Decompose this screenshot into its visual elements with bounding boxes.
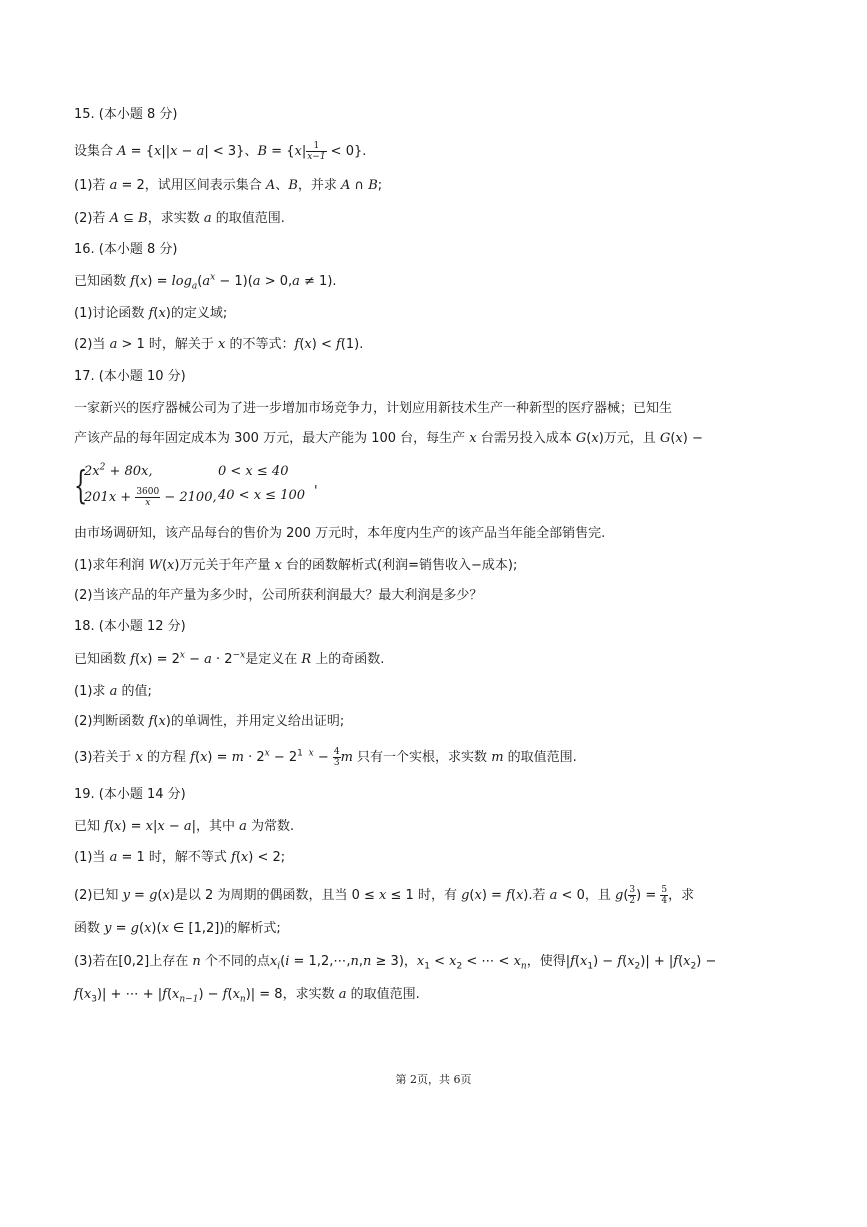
q19-part2: (2)已知 y = g(x)是以 2 为周期的偶函数，且当 0 ≤ x ≤ 1 时，有 g(x) = f(x).若 a < 0，且 g( $\frac{3}{2}$ ) = $\frac{5}{4}$ ，求 bbox=[74, 885, 695, 906]
q19-header: 19. (本小题 14 分) bbox=[74, 787, 186, 802]
q18-part2: (2)判断函数 f(x)的单调性，并用定义给出证明; bbox=[74, 714, 345, 729]
q17-line2: 产该产品的每年固定成本为 300 万元，最大产能为 100 台，每生产 x 台需另投入成本 G(x)万元，且 G(x) − bbox=[74, 431, 703, 446]
q19-part3-cont: $f(x_3)|$ + ⋯ + $|f(x_{n-1}) - f(x_n)| = 8$，求实数 a 的取值范围. bbox=[74, 987, 420, 1005]
q17-part2: (2)当该产品的年产量为多少时，公司所获利润最大？最大利润是多少？ bbox=[74, 588, 483, 603]
q19-part2-cont: 函数 y = g(x)(x ∈ [1,2])的解析式; bbox=[74, 921, 281, 936]
q17-line1: 一家新兴的医疗器械公司为了进一步增加市场竞争力，计划应用新技术生产一种新型的医疗器械；已知生 bbox=[74, 401, 673, 416]
q15-stem: 设集合 A = {x||x − a| < 3}、B = {x| $\frac{1}{x-1}$ < 0}. bbox=[74, 141, 367, 162]
q17-case1: $2x^2 + 80x$, 0 < x ≤ 40 bbox=[84, 462, 289, 479]
q15-part2: (2)若 A ⊆ B，求实数 a 的取值范围. bbox=[74, 211, 285, 226]
q17-part1: (1)求年利润 W(x)万元关于年产量 x 台的函数解析式(利润=销售收入−成本); bbox=[74, 558, 518, 573]
q18-header: 18. (本小题 12 分) bbox=[74, 619, 186, 634]
q16-header: 16. (本小题 8 分) bbox=[74, 242, 178, 257]
q16-part1: (1)讨论函数 f(x)的定义域; bbox=[74, 306, 228, 321]
q19-stem: 已知 f(x) = x|x − a|，其中 a 为常数. bbox=[74, 819, 295, 834]
q16-stem: 已知函数 $f(x) = \log_a(a^x - 1)(a > 0,a \ne 1)$. bbox=[74, 272, 337, 292]
q17-market: 由市场调研知，该产品每台的售价为 200 万元时，本年度内生产的该产品当年能全部销售完. bbox=[74, 526, 606, 541]
q16-part2: (2)当 a > 1 时，解关于 x 的不等式：f(x) < f(1). bbox=[74, 337, 364, 352]
q19-part1: (1)当 a = 1 时，解不等式 f(x) < 2; bbox=[74, 850, 286, 865]
q15-header: 15. (本小题 8 分) bbox=[74, 107, 178, 122]
q17-case2: 201x + $\frac{3600}{x}$ − 2100, 40 < x ≤ 100 ' bbox=[84, 484, 318, 508]
q19-part3: (3)若在[0,2]上存在 n 个不同的点$x_i(i$ = 1,2,⋯,n,n ≥ 3)，$x_1 < x_2$ < ⋯ < $x_n$，使得$|f(x_1) - f(x_2)| + |f(x_2)$ − bbox=[74, 954, 717, 972]
q15-part1: (1)若 a = 2，试用区间表示集合 A、B，并求 A ∩ B; bbox=[74, 178, 383, 193]
piecewise-brace: { bbox=[74, 463, 88, 507]
q17-header: 17. (本小题 10 分) bbox=[74, 369, 186, 384]
q18-part3: (3)若关于 x 的方程 $f(x) = m \cdot 2^x - 2^{1 x}$ − $\frac{4}{3}$ m 只有一个实根，求实数 m 的取值范围. bbox=[74, 747, 577, 768]
q18-part1: (1)求 a 的值; bbox=[74, 684, 152, 699]
q18-stem: 已知函数 $f(x) = 2^x - a \cdot 2^{-x}$是定义在 R 上的奇函数. bbox=[74, 650, 385, 667]
page-footer: 第 2页，共 6页 bbox=[395, 1073, 472, 1086]
